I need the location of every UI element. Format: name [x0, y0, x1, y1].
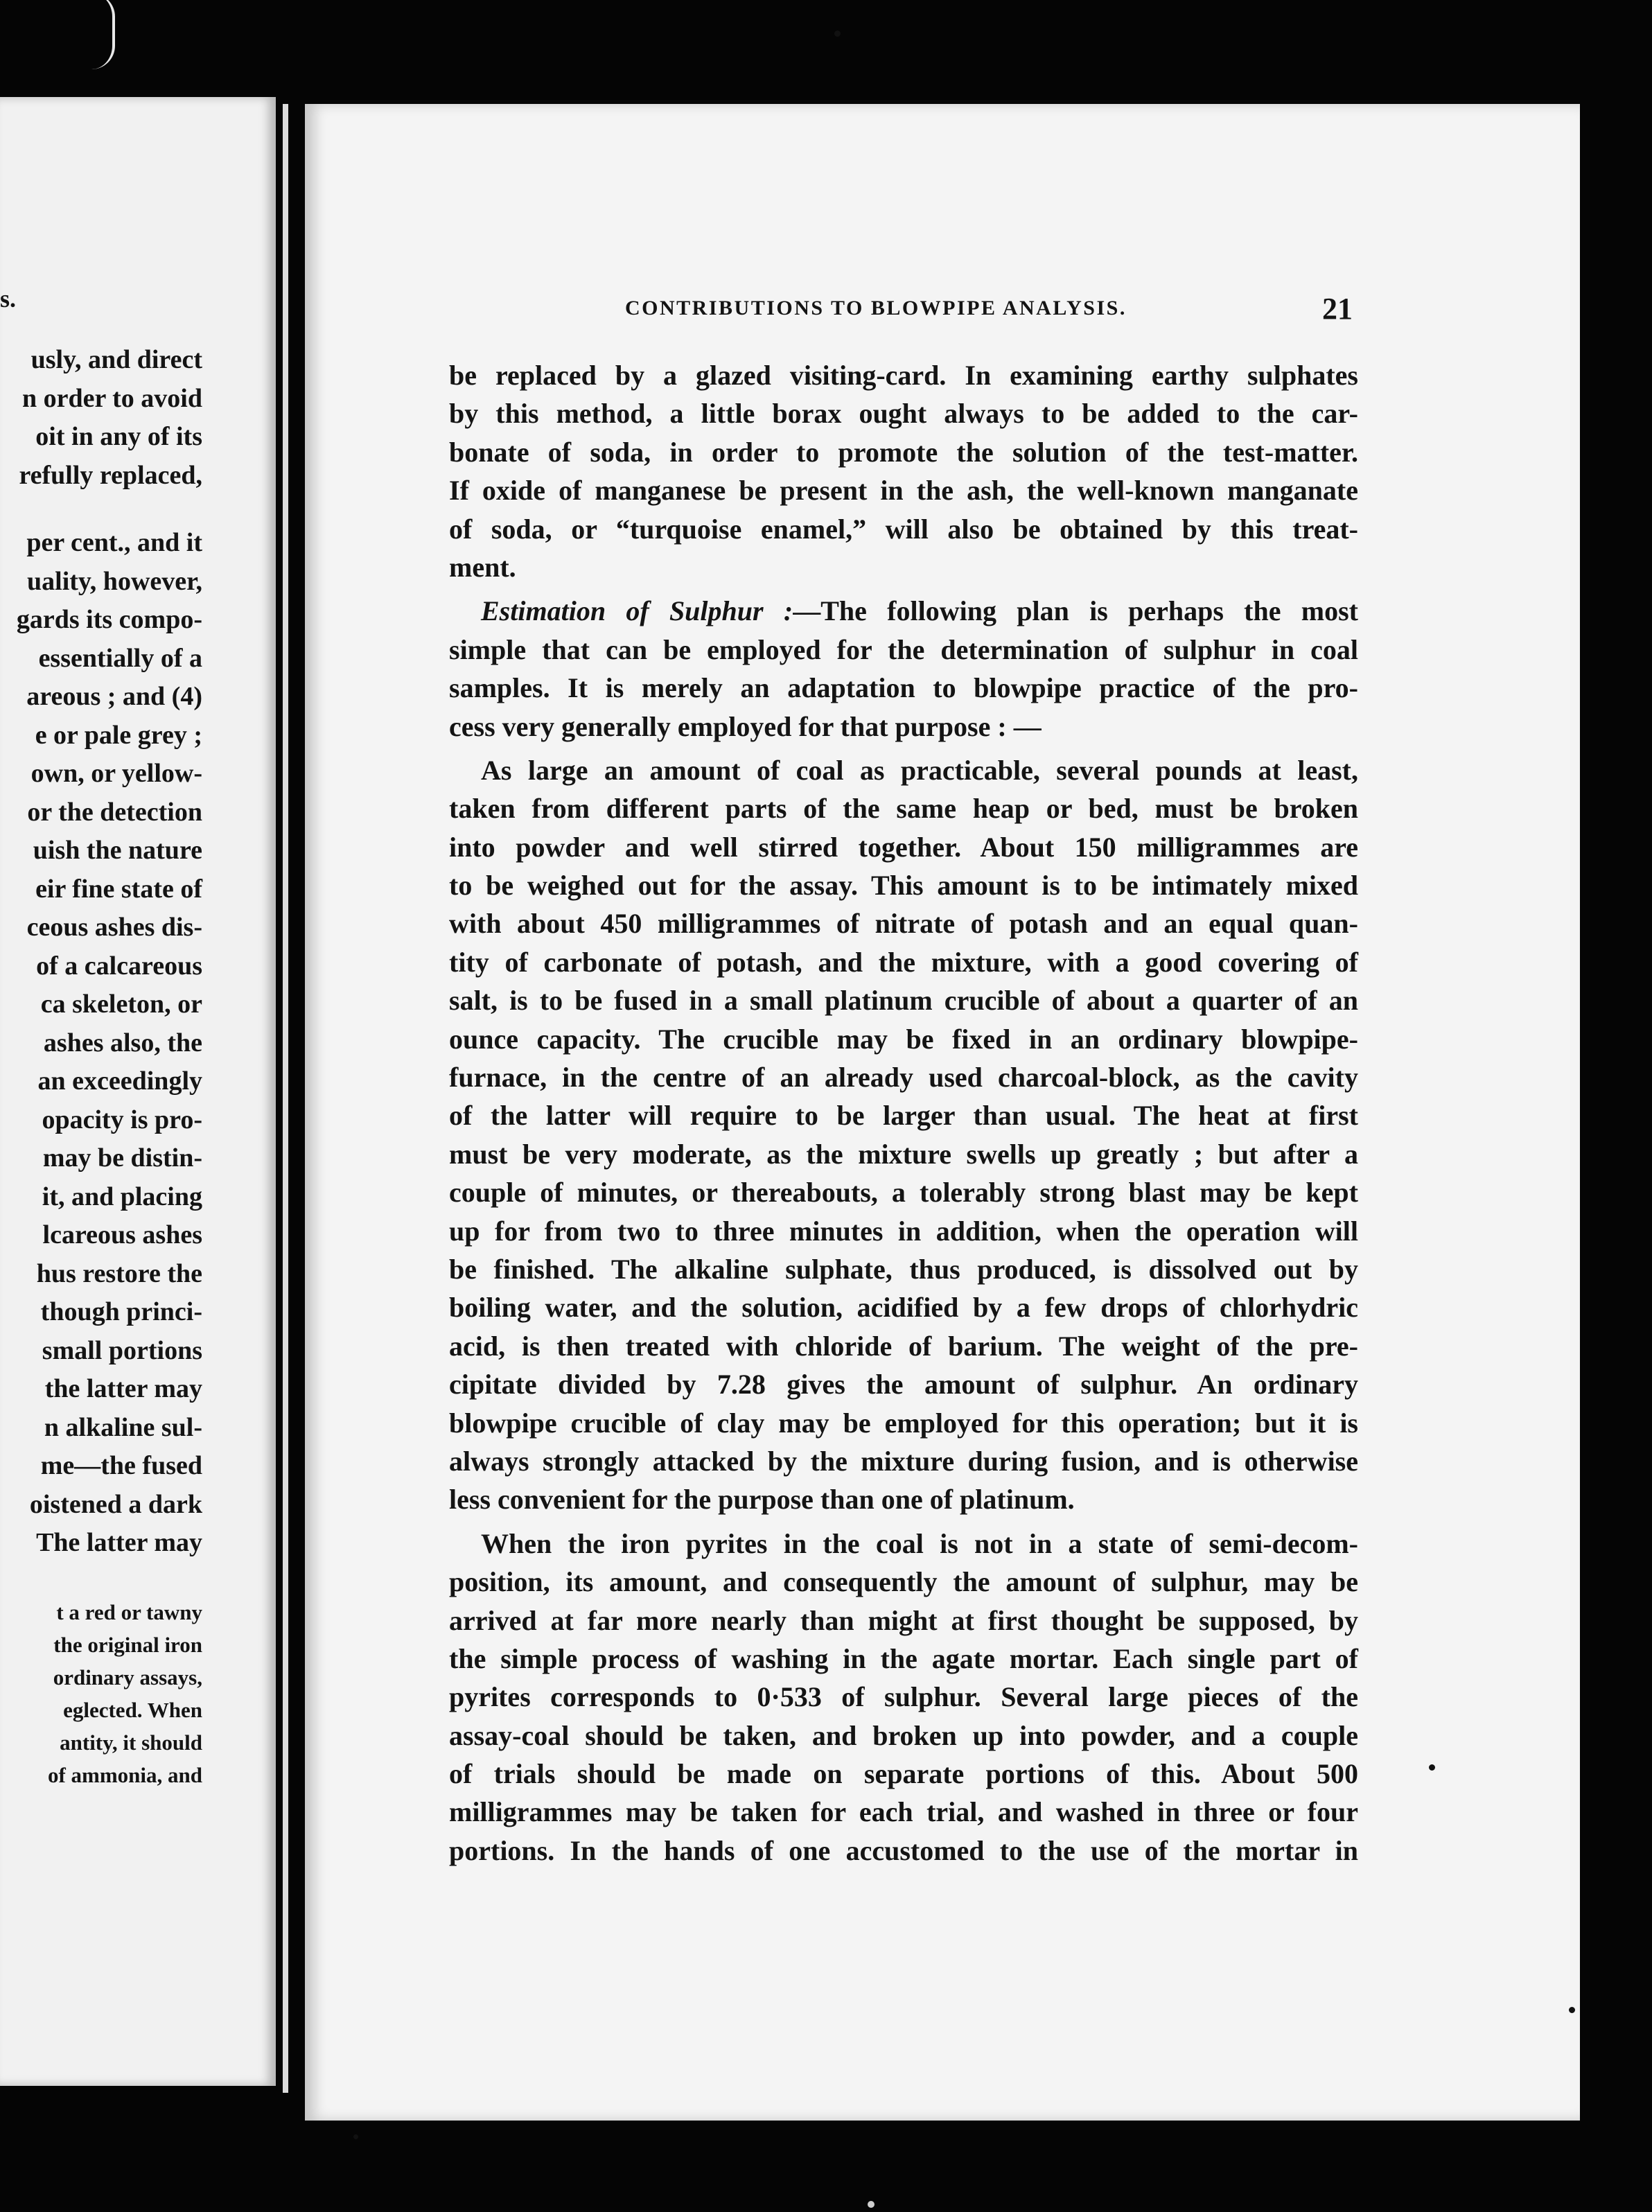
left-line: ceous ashes dis- — [26, 913, 202, 942]
text-line: blowpipe crucible of clay may be employed for this operation; but it is — [449, 1407, 1358, 1439]
left-page-text — [0, 341, 202, 1791]
text-line: bonate of soda, in order to promote the solution of the test-matter. — [449, 436, 1358, 468]
left-line: ca skeleton, or — [40, 990, 202, 1019]
left-line: usly, and direct — [30, 345, 202, 374]
left-running-head: s. — [0, 285, 17, 313]
left-line: oit in any of its — [35, 422, 202, 451]
left-line: hus restore the — [36, 1258, 202, 1288]
paragraph-gap — [449, 586, 1358, 592]
left-line: oistened a dark — [29, 1489, 202, 1519]
text-line: furnace, in the centre of an already used charcoal-block, as the cavity — [449, 1062, 1358, 1094]
left-line: ashes also, the — [43, 1028, 202, 1057]
left-line: uish the nature — [33, 836, 202, 865]
paragraph-gap — [449, 1519, 1358, 1525]
scan-speck — [1429, 1764, 1435, 1771]
left-footnote-line: ordinary assays, — [53, 1665, 202, 1689]
text-line: position, its amount, and consequently the amount of sulphur, may be — [449, 1566, 1358, 1598]
text-line: taken from different parts of the same heap or bed, must be broken — [449, 793, 1358, 825]
text-line: of trials should be made on separate portions of this. About 500 — [449, 1758, 1358, 1790]
left-line: per cent., and it — [26, 528, 202, 557]
text-line: with about 450 milligrammes of nitrate of potash and an equal quan- — [449, 908, 1358, 940]
section-heading-estimation-of-sulphur: Estimation of Sulphur : — [481, 595, 793, 627]
text-line: When the iron pyrites in the coal is not in a state of semi-decom- — [481, 1527, 1358, 1559]
left-line: refully replaced, — [19, 460, 202, 490]
left-line: areous ; and (4) — [26, 682, 202, 711]
left-line: small portions — [42, 1335, 202, 1365]
text-line: less convenient for the purpose than one of platinum. — [449, 1484, 1075, 1516]
left-line: gards its compo- — [16, 605, 202, 634]
scan-speck — [868, 2201, 875, 2208]
text-line — [449, 592, 1358, 630]
text-line: arrived at far more nearly than might at first thought be supposed, by — [449, 1604, 1358, 1636]
scan-speck — [353, 2134, 358, 2139]
left-line: own, or yellow- — [30, 759, 202, 788]
left-line: uality, however, — [27, 566, 202, 596]
text-line: ment. — [449, 551, 516, 583]
body-text — [449, 356, 1358, 1870]
left-line: though princi- — [40, 1297, 202, 1326]
left-line: me—the fused — [40, 1451, 202, 1480]
text-line: If oxide of manganese be present in the ash, the well-known manganate — [449, 475, 1358, 507]
left-line: of a calcareous — [36, 951, 202, 981]
left-footnote-line: of ammonia, and — [47, 1762, 202, 1787]
text-line: As large an amount of coal as practicable, several pounds at least, — [481, 754, 1358, 786]
text-line: pyrites corresponds to 0·533 of sulphur. Several large pieces of the — [449, 1681, 1358, 1713]
text-line: be replaced by a glazed visiting-card. In examining earthy sulphates — [449, 360, 1358, 391]
text-line: into powder and well stirred together. About 150 milligrammes are — [449, 831, 1358, 863]
left-footnote-line: the original iron — [53, 1632, 202, 1657]
text-line: must be very moderate, as the mixture swells up greatly ; but after a — [449, 1138, 1358, 1170]
left-line: eir fine state of — [35, 874, 202, 904]
left-line: e or pale grey ; — [35, 720, 202, 750]
left-line: essentially of a — [38, 643, 202, 673]
paragraph-gap — [449, 746, 1358, 751]
left-line: may be distin- — [42, 1143, 202, 1173]
text-line: always strongly attacked by the mixture during fusion, and is otherwise — [449, 1445, 1358, 1477]
text-line: milligrammes may be taken for each trial, and washed in three or four — [449, 1796, 1358, 1828]
text-line: by this method, a little borax ought always to be added to the car- — [449, 398, 1358, 430]
text-line: simple that can be employed for the determination of sulphur in coal — [449, 633, 1358, 665]
text-line: up for from two to three minutes in addition, when the operation will — [449, 1215, 1358, 1247]
text-line: assay-coal should be taken, and broken up into powder, and a couple — [449, 1719, 1358, 1751]
scan-speck — [1569, 2007, 1575, 2013]
text-line: acid, is then treated with chloride of barium. The weight of the pre- — [449, 1330, 1358, 1362]
left-line: or the detection — [27, 797, 202, 827]
left-line: the latter may — [44, 1374, 202, 1403]
scan-speck — [834, 30, 841, 37]
left-line: The latter may — [36, 1528, 202, 1557]
left-line: n order to avoid — [21, 383, 202, 413]
text-line: cipitate divided by 7.28 gives the amount of sulphur. An ordinary — [449, 1369, 1358, 1401]
left-footnote-line: eglected. When — [63, 1697, 202, 1722]
text-line: of the latter will require to be larger than usual. The heat at first — [449, 1100, 1358, 1132]
text-line: to be weighed out for the assay. This amount is to be intimately mixed — [449, 870, 1358, 902]
text-line: couple of minutes, or thereabouts, a tolerably strong blast may be kept — [449, 1177, 1358, 1209]
text-line: portions. In the hands of one accustomed to the use of the mortar in — [449, 1834, 1358, 1866]
text-line: be finished. The alkaline sulphate, thus produced, is dissolved out by — [449, 1253, 1358, 1285]
text-line: ounce capacity. The crucible may be fixed in an ordinary blowpipe- — [449, 1023, 1358, 1055]
running-head: CONTRIBUTIONS TO BLOWPIPE ANALYSIS. — [625, 297, 1127, 319]
text-run: —The following plan is perhaps the most — [793, 595, 1358, 627]
text-line: tity of carbonate of potash, and the mixture, with a good covering of — [449, 946, 1358, 978]
text-line: cess very generally employed for that purpose : — — [449, 710, 1042, 742]
text-line: boiling water, and the solution, acidified by a few drops of chlorhydric — [449, 1292, 1358, 1324]
left-page — [0, 97, 276, 2086]
left-footnote-gap — [0, 1563, 202, 1596]
text-line: salt, is to be fused in a small platinum crucible of about a quarter of an — [449, 985, 1358, 1017]
left-line: opacity is pro- — [42, 1105, 202, 1134]
left-line: n alkaline sul- — [44, 1412, 202, 1442]
book-spine — [283, 104, 288, 2093]
left-footnote-line: t a red or tawny — [56, 1599, 202, 1624]
left-paragraph-gap — [0, 495, 202, 524]
left-line: lcareous ashes — [42, 1220, 202, 1249]
text-line: samples. It is merely an adaptation to blowpipe practice of the pro- — [449, 672, 1358, 704]
left-line: it, and placing — [42, 1182, 202, 1211]
page-number: 21 — [1322, 292, 1353, 326]
left-footnote-line: antity, it should — [60, 1730, 202, 1755]
text-line: of soda, or “turquoise enamel,” will also be obtained by this treat- — [449, 513, 1358, 545]
scan-edge-mark — [91, 0, 115, 69]
text-line: the simple process of washing in the agate mortar. Each single part of — [449, 1642, 1358, 1674]
left-line: an exceedingly — [37, 1066, 202, 1096]
